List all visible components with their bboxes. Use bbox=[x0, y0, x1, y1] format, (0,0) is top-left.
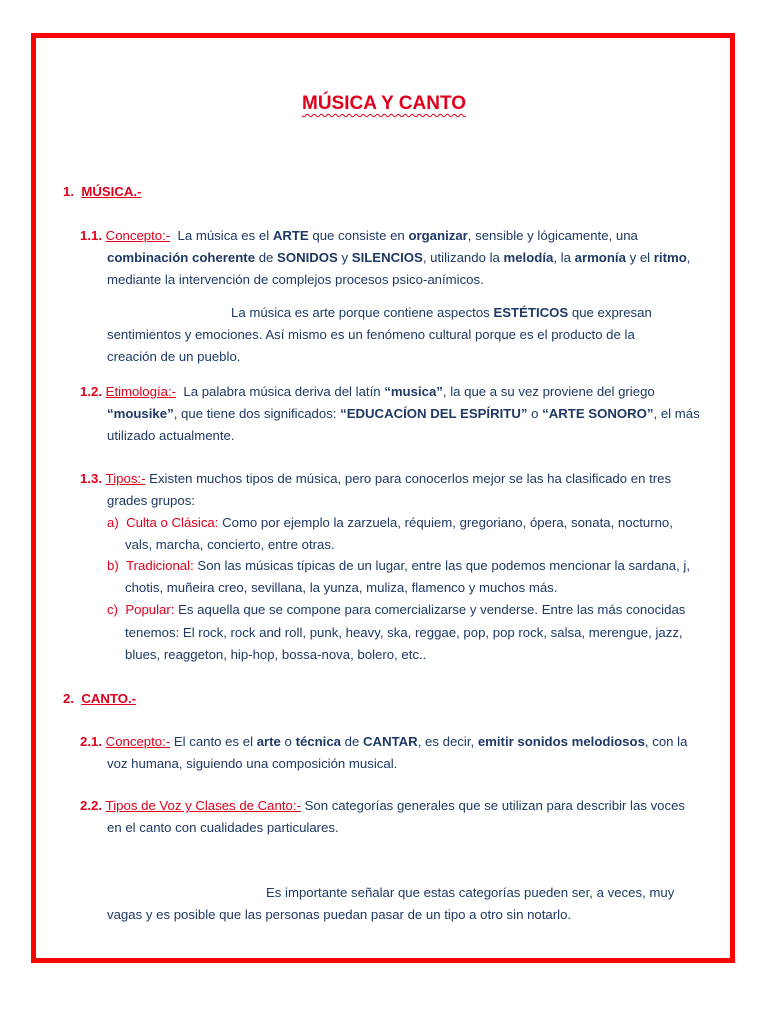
canto-concept-line-2: voz humana, siguiendo una composición musical. bbox=[107, 756, 398, 771]
concept-1-1-para-2-line-1: La música es arte porque contiene aspectos ESTÉTICOS que expresan bbox=[231, 305, 652, 320]
type-c-line-2: tenemos: El rock, rock and roll, punk, heavy, ska, reggae, pop, pop rock, salsa, merengue, jazz, bbox=[125, 625, 683, 640]
section-2-heading: 2. CANTO.- bbox=[63, 691, 137, 706]
etymology-line-1: 1.2. Etimología:- La palabra música deriva del latín “musica”, la que a su vez proviene del griego bbox=[80, 384, 655, 399]
closing-para-line-2: vagas y es posible que las personas puedan pasar de un tipo a otro sin notarlo. bbox=[107, 907, 572, 922]
concept-1-1-para-2-line-3: creación de un pueblo. bbox=[107, 349, 241, 364]
type-a-line-1: a) Culta o Clásica: Como por ejemplo la zarzuela, réquiem, gregoriano, ópera, sonata, nocturno, bbox=[107, 515, 673, 530]
types-line-2: grades grupos: bbox=[107, 493, 195, 508]
closing-para-line-1: Es importante señalar que estas categorías pueden ser, a veces, muy bbox=[266, 885, 675, 900]
section-2-title: CANTO.- bbox=[81, 691, 137, 706]
etymology-line-2: “mousike”, que tiene dos significados: “EDUCACÍON DEL ESPÍRITU” o “ARTE SONORO”, el más bbox=[107, 406, 700, 421]
page-title: MÚSICA Y CANTO bbox=[302, 93, 466, 114]
type-b-line-2: chotis, muñeira creo, sevillana, la yunza, muliza, flamenco y muchos más. bbox=[125, 580, 558, 595]
voice-types-line-2: en el canto con cualidades particulares. bbox=[107, 820, 339, 835]
section-1-title: MÚSICA.- bbox=[81, 184, 142, 199]
etymology-line-3: utilizado actualmente. bbox=[107, 428, 235, 443]
concept-1-1-line-2: combinación coherente de SONIDOS y SILENCIOS, utilizando la melodía, la armonía y el ritmo, bbox=[107, 250, 691, 265]
types-line-1: 1.3. Tipos:- Existen muchos tipos de música, pero para conocerlos mejor se las ha clasificado en tres bbox=[80, 471, 672, 486]
section-1-heading: 1. MÚSICA.- bbox=[63, 184, 142, 199]
concept-1-1-line-1: 1.1. Concepto:- La música es el ARTE que consiste en organizar, sensible y lógicamente, una bbox=[80, 228, 638, 243]
type-c-line-1: c) Popular: Es aquella que se compone para comercializarse y venderse. Entre las más conocidas bbox=[107, 602, 686, 617]
type-b-line-1: b) Tradicional: Son las músicas típicas de un lugar, entre las que podemos mencionar la sardana, j, bbox=[107, 558, 691, 573]
concept-1-1-line-3: mediante la intervención de complejos procesos psico-anímicos. bbox=[107, 272, 484, 287]
type-c-line-3: blues, reaggeton, hip-hop, bossa-nova, bolero, etc.. bbox=[125, 647, 427, 662]
concept-1-1-para-2-line-2: sentimientos y emociones. Así mismo es un fenómeno cultural porque es el producto de la bbox=[107, 327, 635, 342]
voice-types-line-1: 2.2. Tipos de Voz y Clases de Canto:- Son categorías generales que se utilizan para describir las voces bbox=[80, 798, 686, 813]
canto-concept-line-1: 2.1. Concepto:- El canto es el arte o técnica de CANTAR, es decir, emitir sonidos melodiosos, con la bbox=[80, 734, 688, 749]
type-a-line-2: vals, marcha, concierto, entre otras. bbox=[125, 537, 335, 552]
